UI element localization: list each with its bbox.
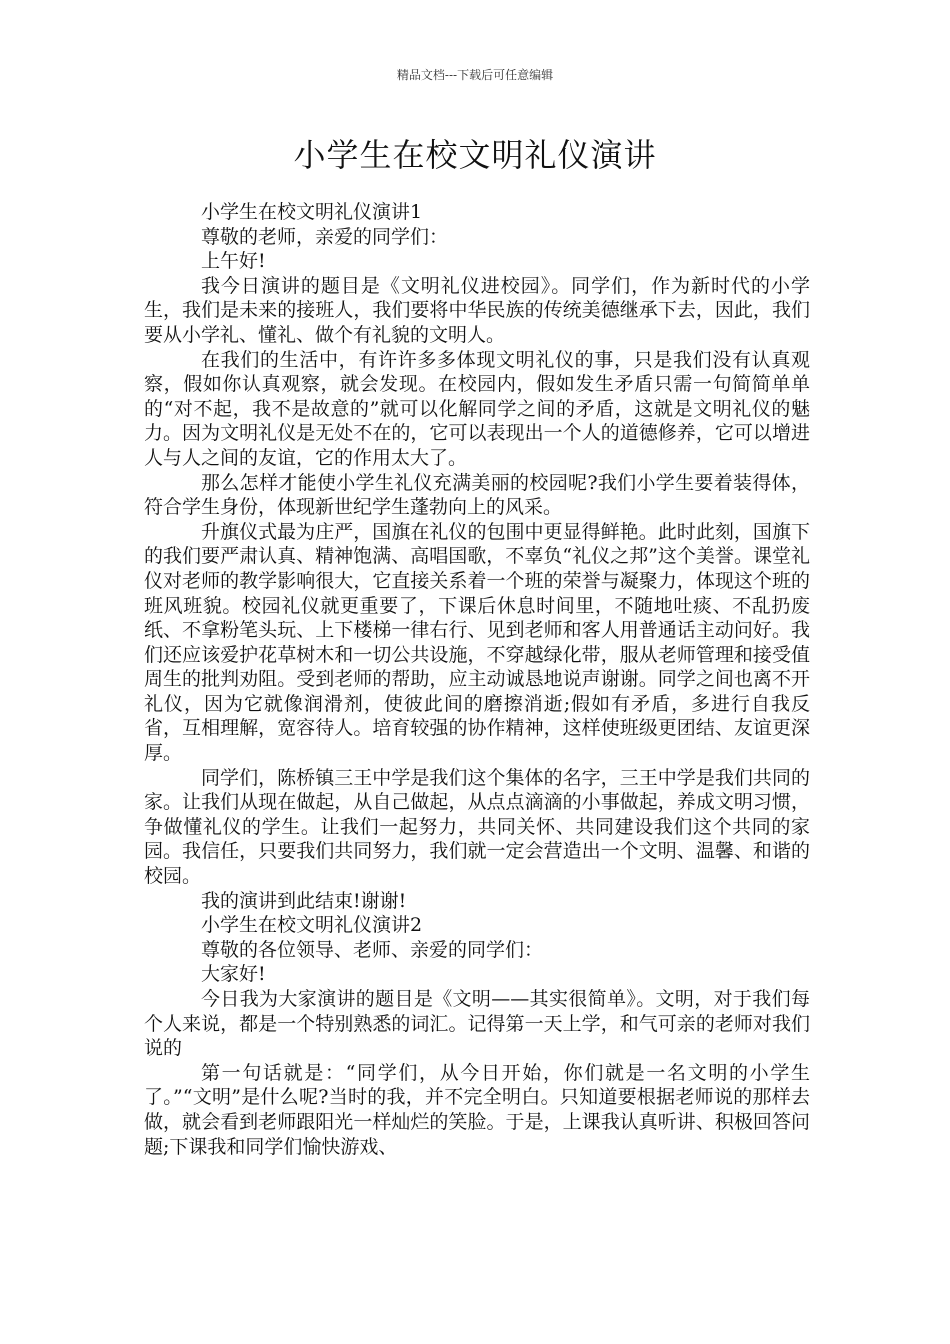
paragraph: 尊敬的老师，亲爱的同学们： [201,225,449,248]
paragraph: 我的演讲到此结束!谢谢! [201,889,407,912]
paragraph: 升旗仪式最为庄严，国旗在礼仪的包围中更显得鲜艳。此时此刻，国旗下的我们要严肃认真、精神饱满、高唱国歌，不辜负“礼仪之邦”这个美誉。课堂礼仪对老师的教学影响很大，它直接关系着一个班的荣誉与凝聚力，体现这个班的班风班貌。校园礼仪就更重要了，下课后休息时间里，不随地吐痰、不乱扔废纸、不拿粉笔头玩、上下楼梯一律右行、见到老师和客人用普通话主动问好。我们还应该爱护花草树木和一切公共设施，不穿越绿化带，服从老师管理和接受值周生的批判劝阻。受到老师的帮助，应主动诚恳地说声谢谢。同学之间也离不开礼仪，因为它就像润滑剂，使彼此间的磨擦消逝;假如有矛盾，多进行自我反省，互相理解，宽容待人。培育较强的协作精神，这样使班级更团结、友谊更深厚。 [144,520,810,765]
paragraph: 今日我为大家演讲的题目是《文明——其实很简单》。文明，对于我们每个人来说，都是一个特别熟悉的词汇。记得第一天上学，和气可亲的老师对我们说的 [144,988,810,1060]
paragraph: 尊敬的各位领导、老师、亲爱的同学们： [201,938,544,961]
document-title: 小学生在校文明礼仪演讲 [293,136,657,174]
paragraph: 同学们，陈桥镇三王中学是我们这个集体的名字，三王中学是我们共同的家。让我们从现在做起，从自己做起，从点点滴滴的小事做起，养成文明习惯，争做懂礼仪的学生。让我们一起努力，共同关怀、共同建设我们这个共同的家园。我信任，只要我们共同努力，我们就一定会营造出一个文明、温馨、和谐的校园。 [144,766,810,888]
page-header: 精品文档---下载后可任意编辑 [396,68,554,82]
paragraph: 那么怎样才能使小学生礼仪充满美丽的校园呢?我们小学生要着装得体，符合学生身份，体现新世纪学生蓬勃向上的风采。 [144,471,810,519]
document-body [144,200,810,1159]
paragraph: 小学生在校文明礼仪演讲1 [201,201,423,223]
paragraph: 第一句话就是：“同学们，从今日开始，你们就是一名文明的小学生了。”“文明”是什么呢?当时的我，并不完全明白。只知道要根据老师说的那样去做，就会看到老师跟阳光一样灿烂的笑脸。于是，上课我认真听讲、积极回答问题;下课我和同学们愉快游戏、 [144,1061,810,1158]
paragraph: 小学生在校文明礼仪演讲2 [201,914,423,937]
paragraph: 在我们的生活中，有许许多多体现文明礼仪的事，只是我们没有认真观察，假如你认真观察，就会发现。在校园内，假如发生矛盾只需一句简简单单的“对不起，我不是故意的”就可以化解同学之间的矛盾，这就是文明礼仪的魅力。因为文明礼仪是无处不在的，它可以表现出一个人的道德修养，它可以增进人与人之间的友谊，它的作用太大了。 [144,348,810,469]
paragraph: 大家好! [201,963,266,986]
paragraph: 我今日演讲的题目是《文明礼仪进校园》。同学们，作为新时代的小学生，我们是未来的接班人，我们要将中华民族的传统美德继承下去，因此，我们要从小学礼、懂礼、做个有礼貌的文明人。 [144,274,810,346]
paragraph: 上午好! [201,250,266,273]
